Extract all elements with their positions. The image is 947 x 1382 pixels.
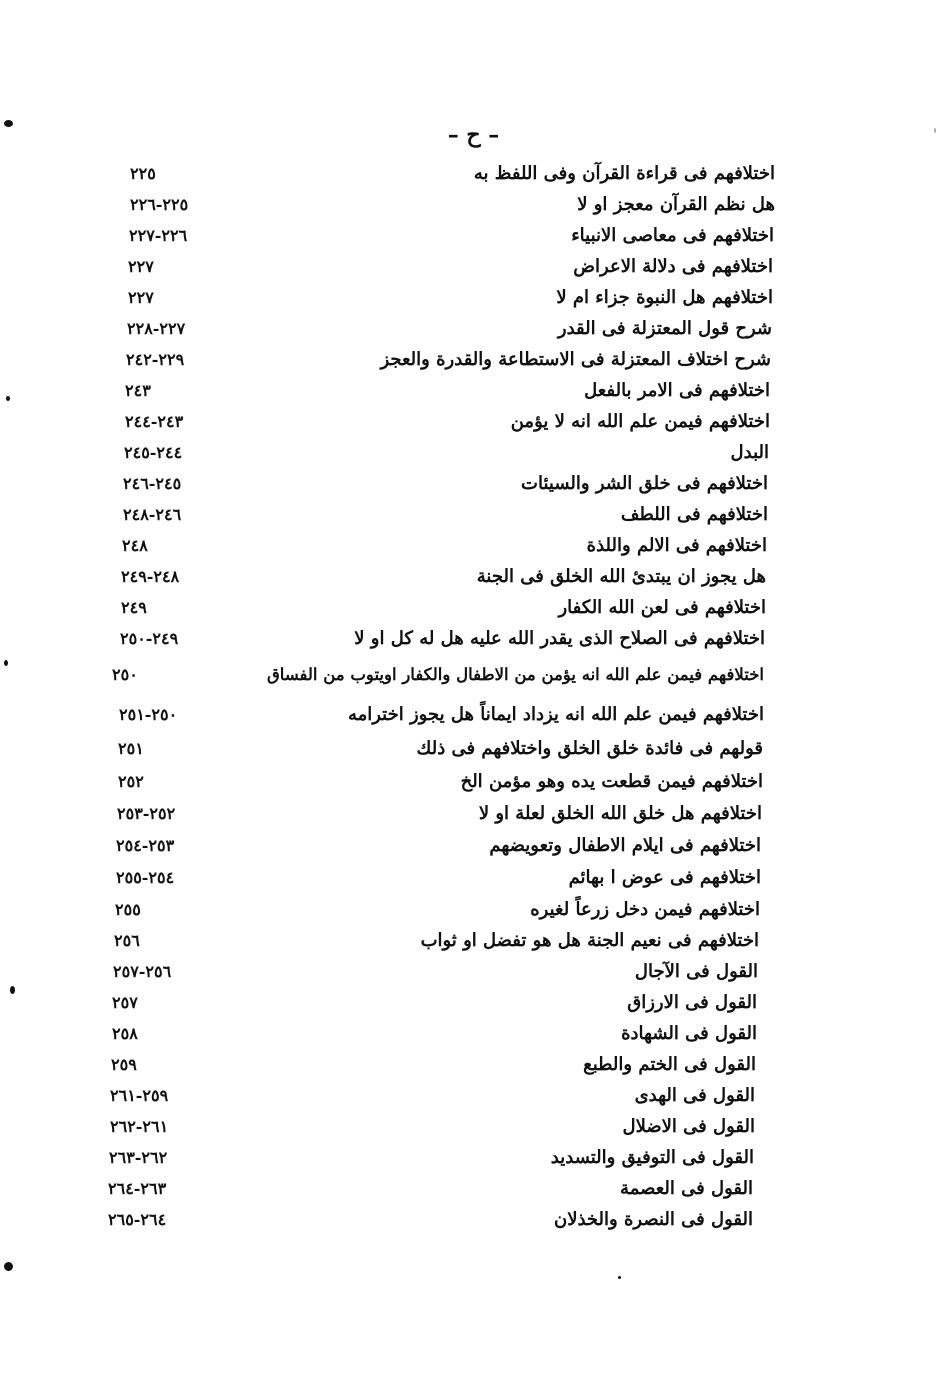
- toc-entry-title: اختلافهم فى دلالة الاعراض: [573, 256, 773, 277]
- toc-entry-pages: ٢٤٤-٢٤٥: [124, 443, 183, 462]
- toc-entry-pages: ٢٤٩: [121, 598, 147, 617]
- toc-entry: [0, 798, 947, 829]
- toc-entry-title: اختلافهم فى الامر بالفعل: [584, 380, 770, 401]
- toc-entry-title: اختلافهم فيمن قطعت يده وهو مؤمن الخ: [460, 771, 763, 792]
- toc-entry-title: اختلافهم فى الالم واللذة: [586, 535, 767, 556]
- toc-entry-title: اختلافهم فى لعن الله الكفار: [558, 597, 766, 618]
- toc-entry: [0, 1111, 947, 1142]
- toc-entry-title: اختلافهم فيمن علم الله انه يزداد ايماناً هل يجوز اخترامه: [347, 704, 764, 725]
- toc-entry-pages: ٢٥١: [118, 739, 144, 758]
- toc-entry: [0, 561, 947, 592]
- toc-entry-title: اختلافهم فيمن علم الله انه يؤمن من الاطفال والكفار اويتوب من الفساق: [267, 665, 764, 684]
- toc-entry: [0, 375, 947, 406]
- toc-entry-title: القول فى الختم والطبع: [583, 1054, 756, 1075]
- toc-entry: [0, 344, 947, 375]
- scan-speck: [4, 1262, 13, 1271]
- toc-entry: [0, 623, 947, 654]
- toc-entry: [0, 830, 947, 861]
- toc-entry: [0, 1049, 947, 1080]
- toc-entry: [0, 699, 947, 730]
- toc-entry: [0, 282, 947, 313]
- toc-entry-pages: ٢٥٥: [115, 900, 141, 919]
- toc-entry-pages: ٢٦٢-٢٦٣: [109, 1148, 168, 1167]
- toc-entry-title: القول فى الشهادة: [621, 1023, 757, 1044]
- toc-entry: [0, 925, 947, 956]
- scan-speck: [934, 128, 936, 133]
- scan-speck: [618, 1276, 621, 1279]
- toc-entry-pages: ٢٥٢: [118, 772, 144, 791]
- toc-entry-title: القول فى الآجال: [634, 961, 758, 982]
- toc-entry-title: القول فى الهدى: [634, 1085, 755, 1106]
- toc-entry-pages: ٢٢٩-٢٤٢: [126, 350, 185, 369]
- toc-entry-pages: ٢٤٣: [125, 381, 151, 400]
- toc-entry: [0, 987, 947, 1018]
- toc-entry: [0, 1204, 947, 1235]
- toc-entry-title: شرح اختلاف المعتزلة فى الاستطاعة والقدرة والعجز: [380, 349, 771, 370]
- toc-entry-title: اختلافهم هل خلق الله الخلق لعلة او لا: [478, 803, 762, 824]
- toc-entry-title: اختلافهم فى عوض ا بهائم: [568, 867, 761, 888]
- toc-entry: [0, 766, 947, 797]
- toc-entry-pages: ٢٥٩: [111, 1055, 137, 1074]
- toc-entry: [0, 468, 947, 499]
- toc-entry-pages: ٢٤٩-٢٥٠: [120, 629, 179, 648]
- toc-entry-pages: ٢٢٧: [128, 288, 154, 307]
- toc-entry-title: اختلافهم هل النبوة جزاء ام لا: [556, 287, 773, 308]
- toc-entry-pages: ٢٤٨-٢٤٩: [121, 567, 180, 586]
- page-marker: – ح –: [447, 122, 500, 148]
- toc-entry-pages: ٢٢٧-٢٢٨: [127, 319, 186, 338]
- toc-entry-title: هل يجوز ان يبتدئ الله الخلق فى الجنة: [476, 566, 766, 587]
- toc-entry-title: القول فى الارزاق: [627, 992, 757, 1013]
- toc-entry-title: قولهم فى فائدة خلق الخلق واختلافهم فى ذلك: [416, 738, 763, 759]
- toc-entry-title: القول فى الاضلال: [622, 1116, 755, 1137]
- toc-entry-pages: ٢٥٨: [112, 1024, 138, 1043]
- toc-entry: [0, 862, 947, 893]
- toc-entry: [0, 659, 947, 690]
- toc-entry: [0, 530, 947, 561]
- toc-entry-pages: ٢٦١-٢٦٢: [110, 1117, 169, 1136]
- toc-entry-pages: ٢٥٦-٢٥٧: [113, 962, 172, 981]
- toc-entry-title: اختلافهم فى معاصى الانبياء: [571, 225, 774, 246]
- toc-entry-pages: ٢٤٥-٢٤٦: [123, 474, 182, 493]
- toc-entry: [0, 1173, 947, 1204]
- toc-entry: [0, 1142, 947, 1173]
- scan-speck: [6, 396, 10, 401]
- toc-entry-title: اختلافهم فيمن علم الله انه لا يؤمن: [510, 411, 770, 432]
- toc-entry-pages: ٢٢٧: [128, 257, 154, 276]
- toc-entry-pages: ٢٦٤-٢٦٥: [108, 1210, 167, 1229]
- toc-entry-pages: ٢٤٦-٢٤٨: [123, 505, 182, 524]
- toc-entry-title: اختلافهم فى الصلاح الذى يقدر الله عليه هل له كل او لا: [354, 628, 765, 649]
- scan-speck: [4, 660, 8, 666]
- toc-entry: [0, 251, 947, 282]
- toc-entry: [0, 592, 947, 623]
- toc-entry-title: اختلافهم فيمن دخل زرعاً لغيره: [530, 899, 760, 920]
- toc-entry: [0, 437, 947, 468]
- toc-entry: [0, 220, 947, 251]
- toc-entry-pages: ٢٢٥: [130, 164, 156, 183]
- toc-entry-pages: ٢٤٨: [122, 536, 148, 555]
- toc-entry-pages: ٢٥٠-٢٥١: [119, 705, 178, 724]
- toc-entry-title: اختلافهم فى ايلام الاطفال وتعويضهم: [489, 835, 761, 856]
- toc-entry-title: البدل: [730, 442, 769, 463]
- toc-entry-title: اختلافهم فى قراءة القرآن وفى اللفظ به: [473, 163, 775, 184]
- scan-speck: [10, 986, 15, 994]
- toc-entry: [0, 894, 947, 925]
- toc-entry-pages: ٢٢٦-٢٢٧: [129, 226, 188, 245]
- toc-entry-title: القول فى التوفيق والتسديد: [550, 1147, 754, 1168]
- toc-entry-pages: ٢٥٣-٢٥٤: [116, 836, 175, 855]
- toc-entry: [0, 956, 947, 987]
- toc-entry: [0, 158, 947, 189]
- toc-entry-pages: ٢٥٧: [112, 993, 138, 1012]
- toc-entry-pages: ٢٥٦: [114, 931, 140, 950]
- toc-entry: [0, 1080, 947, 1111]
- toc-entry-pages: ٢٢٥-٢٢٦: [130, 195, 189, 214]
- toc-entry: [0, 189, 947, 220]
- toc-entry-title: شرح قول المعتزلة فى القدر: [557, 318, 772, 339]
- toc-entry-pages: ٢٦٣-٢٦٤: [108, 1179, 167, 1198]
- toc-entry-pages: ٢٥٤-٢٥٥: [116, 868, 175, 887]
- toc-entry-title: القول فى العصمة: [620, 1178, 753, 1199]
- toc-entry: [0, 406, 947, 437]
- toc-entry-title: اختلافهم فى خلق الشر والسيئات: [521, 473, 768, 494]
- toc-entry: [0, 313, 947, 344]
- toc-entry-title: اختلافهم فى اللطف: [620, 504, 768, 525]
- toc-entry-pages: ٢٥٩-٢٦١: [110, 1086, 169, 1105]
- toc-entry: [0, 733, 947, 764]
- toc-entry-title: القول فى النصرة والخذلان: [554, 1209, 753, 1230]
- toc-entry: [0, 499, 947, 530]
- toc-entry: [0, 1018, 947, 1049]
- toc-entry-title: اختلافهم فى نعيم الجنة هل هو تفضل او ثواب: [420, 930, 759, 951]
- toc-entry-pages: ٢٤٣-٢٤٤: [125, 412, 184, 431]
- scan-speck: [4, 120, 13, 127]
- toc-entry-pages: ٢٥٢-٢٥٣: [117, 804, 176, 823]
- toc-entry-pages: ٢٥٠: [112, 665, 138, 684]
- toc-entry-title: هل نظم القرآن معجز او لا: [577, 194, 775, 215]
